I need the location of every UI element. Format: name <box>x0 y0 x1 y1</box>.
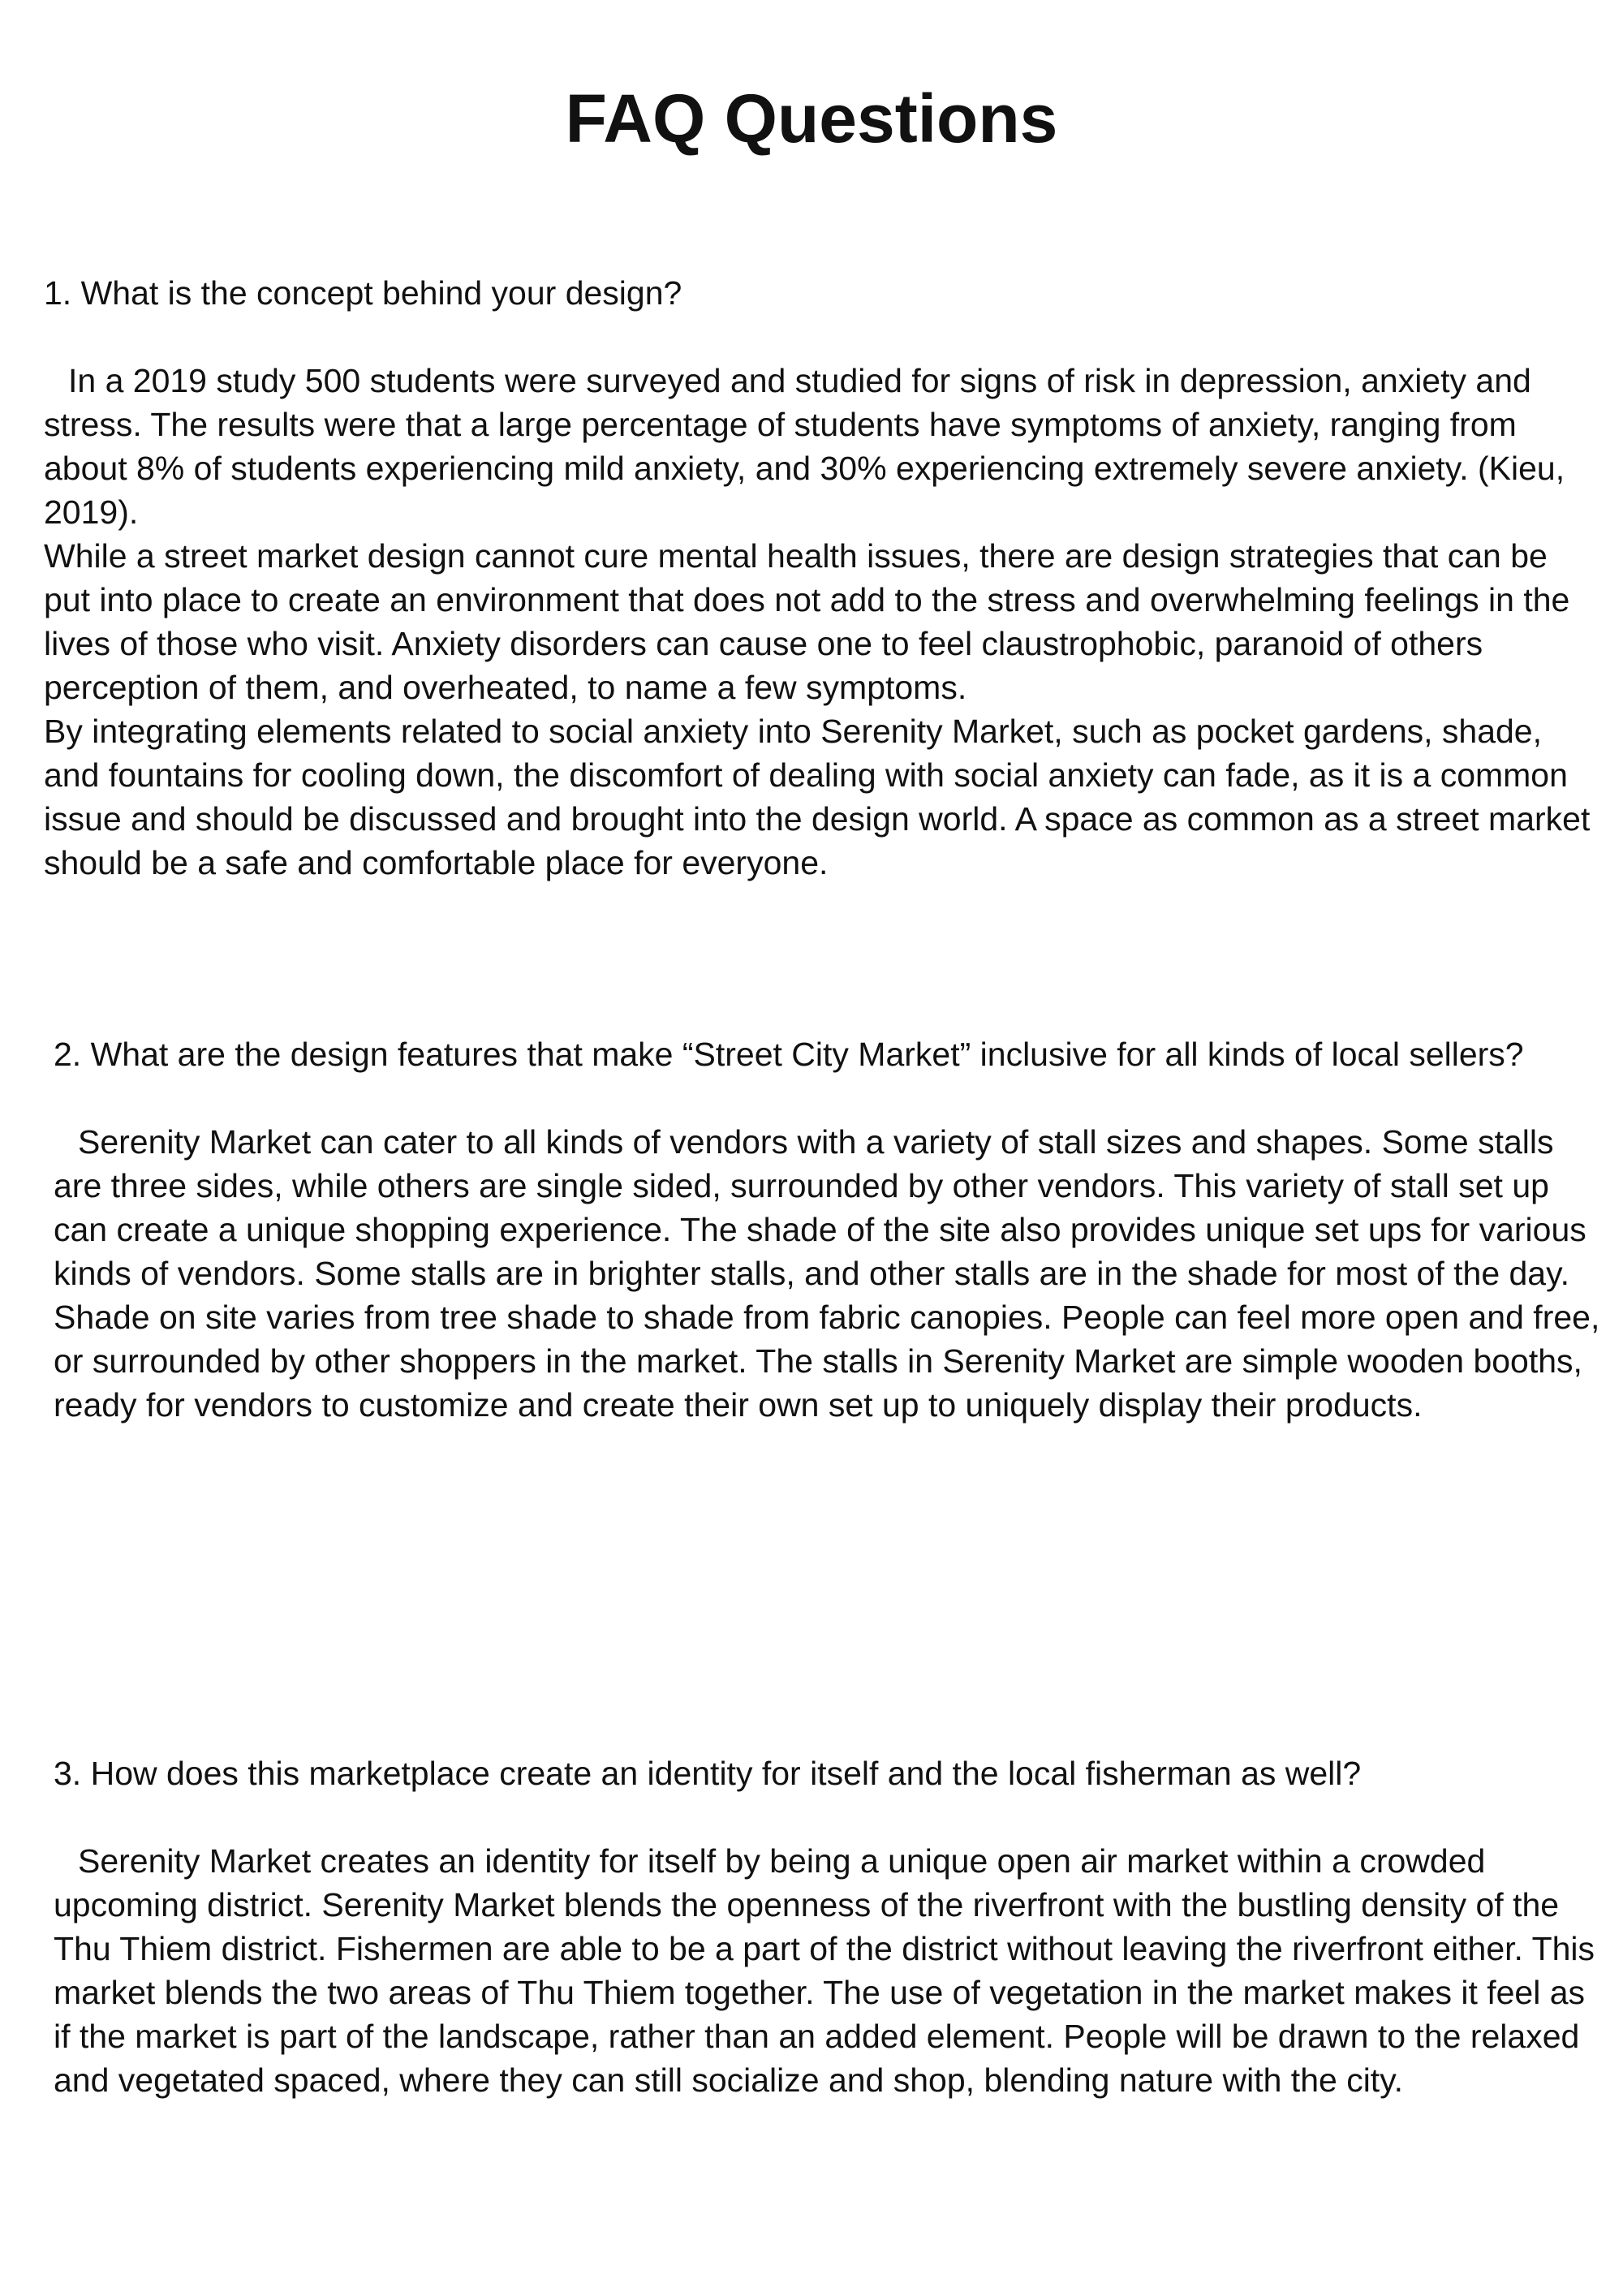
faq-answer <box>54 1839 1604 2102</box>
faq-item-1 <box>44 271 1594 885</box>
faq-question: 2. What are the design features that make “Street City Market” inclusive for all kinds of local sellers? <box>54 1036 1524 1073</box>
page-title: FAQ Questions <box>565 80 1058 157</box>
answer-paragraph: While a street market design cannot cure mental health issues, there are design strategies that can be put into place to create an environment that does not add to the stress and overwhelming feelings in the lives of those who visit. Anxiety disorders can cause one to feel claustrophobic, paranoid of others perception of them, and overheated, to name a few symptoms. <box>44 537 1570 706</box>
answer-paragraph: By integrating elements related to social anxiety into Serenity Market, such as pocket gardens, shade, and fountains for cooling down, the discomfort of dealing with social anxiety can fade, as it is a common issue and should be discussed and brought into the design world. A space as common as a street market should be a safe and comfortable place for everyone. <box>44 713 1591 881</box>
faq-item-3 <box>54 1751 1604 2102</box>
answer-paragraph: In a 2019 study 500 students were surveyed and studied for signs of risk in depression, anxiety and stress. The results were that a large percentage of students have symptoms of anxiety, ranging from about 8% of students experiencing mild anxiety, and 30% experiencing extremely severe anxiety. (Kieu, 2019). <box>44 362 1565 531</box>
faq-item-2 <box>54 1032 1604 1427</box>
answer-paragraph: Serenity Market can cater to all kinds of vendors with a variety of stall sizes and shapes. Some stalls are three sides, while others are single sided, surrounded by other vendors. This variety of stall set up can create a unique shopping experience. The shade of the site also provides unique set ups for various kinds of vendors. Some stalls are in brighter stalls, and other stalls are in the shade for most of the day. Shade on site varies from tree shade to shade from fabric canopies. People can feel more open and free, or surrounded by other shoppers in the market. The stalls in Serenity Market are simple wooden booths, ready for vendors to customize and create their own set up to uniquely display their products. <box>54 1123 1600 1424</box>
answer-paragraph: Serenity Market creates an identity for itself by being a unique open air market within a crowded upcoming district. Serenity Market blends the openness of the riverfront with the bustling density of the Thu Thiem district. Fishermen are able to be a part of the district without leaving the riverfront either. This market blends the two areas of Thu Thiem together. The use of vegetation in the market makes it feel as if the market is part of the landscape, rather than an added element. People will be drawn to the relaxed and vegetated spaced, where they can still socialize and shop, blending nature with the city. <box>54 1842 1595 2099</box>
faq-answer <box>44 359 1594 885</box>
faq-answer <box>54 1120 1604 1427</box>
faq-question: 1. What is the concept behind your design? <box>44 274 682 312</box>
faq-question: 3. How does this marketplace create an identity for itself and the local fisherman as well? <box>54 1755 1362 1792</box>
